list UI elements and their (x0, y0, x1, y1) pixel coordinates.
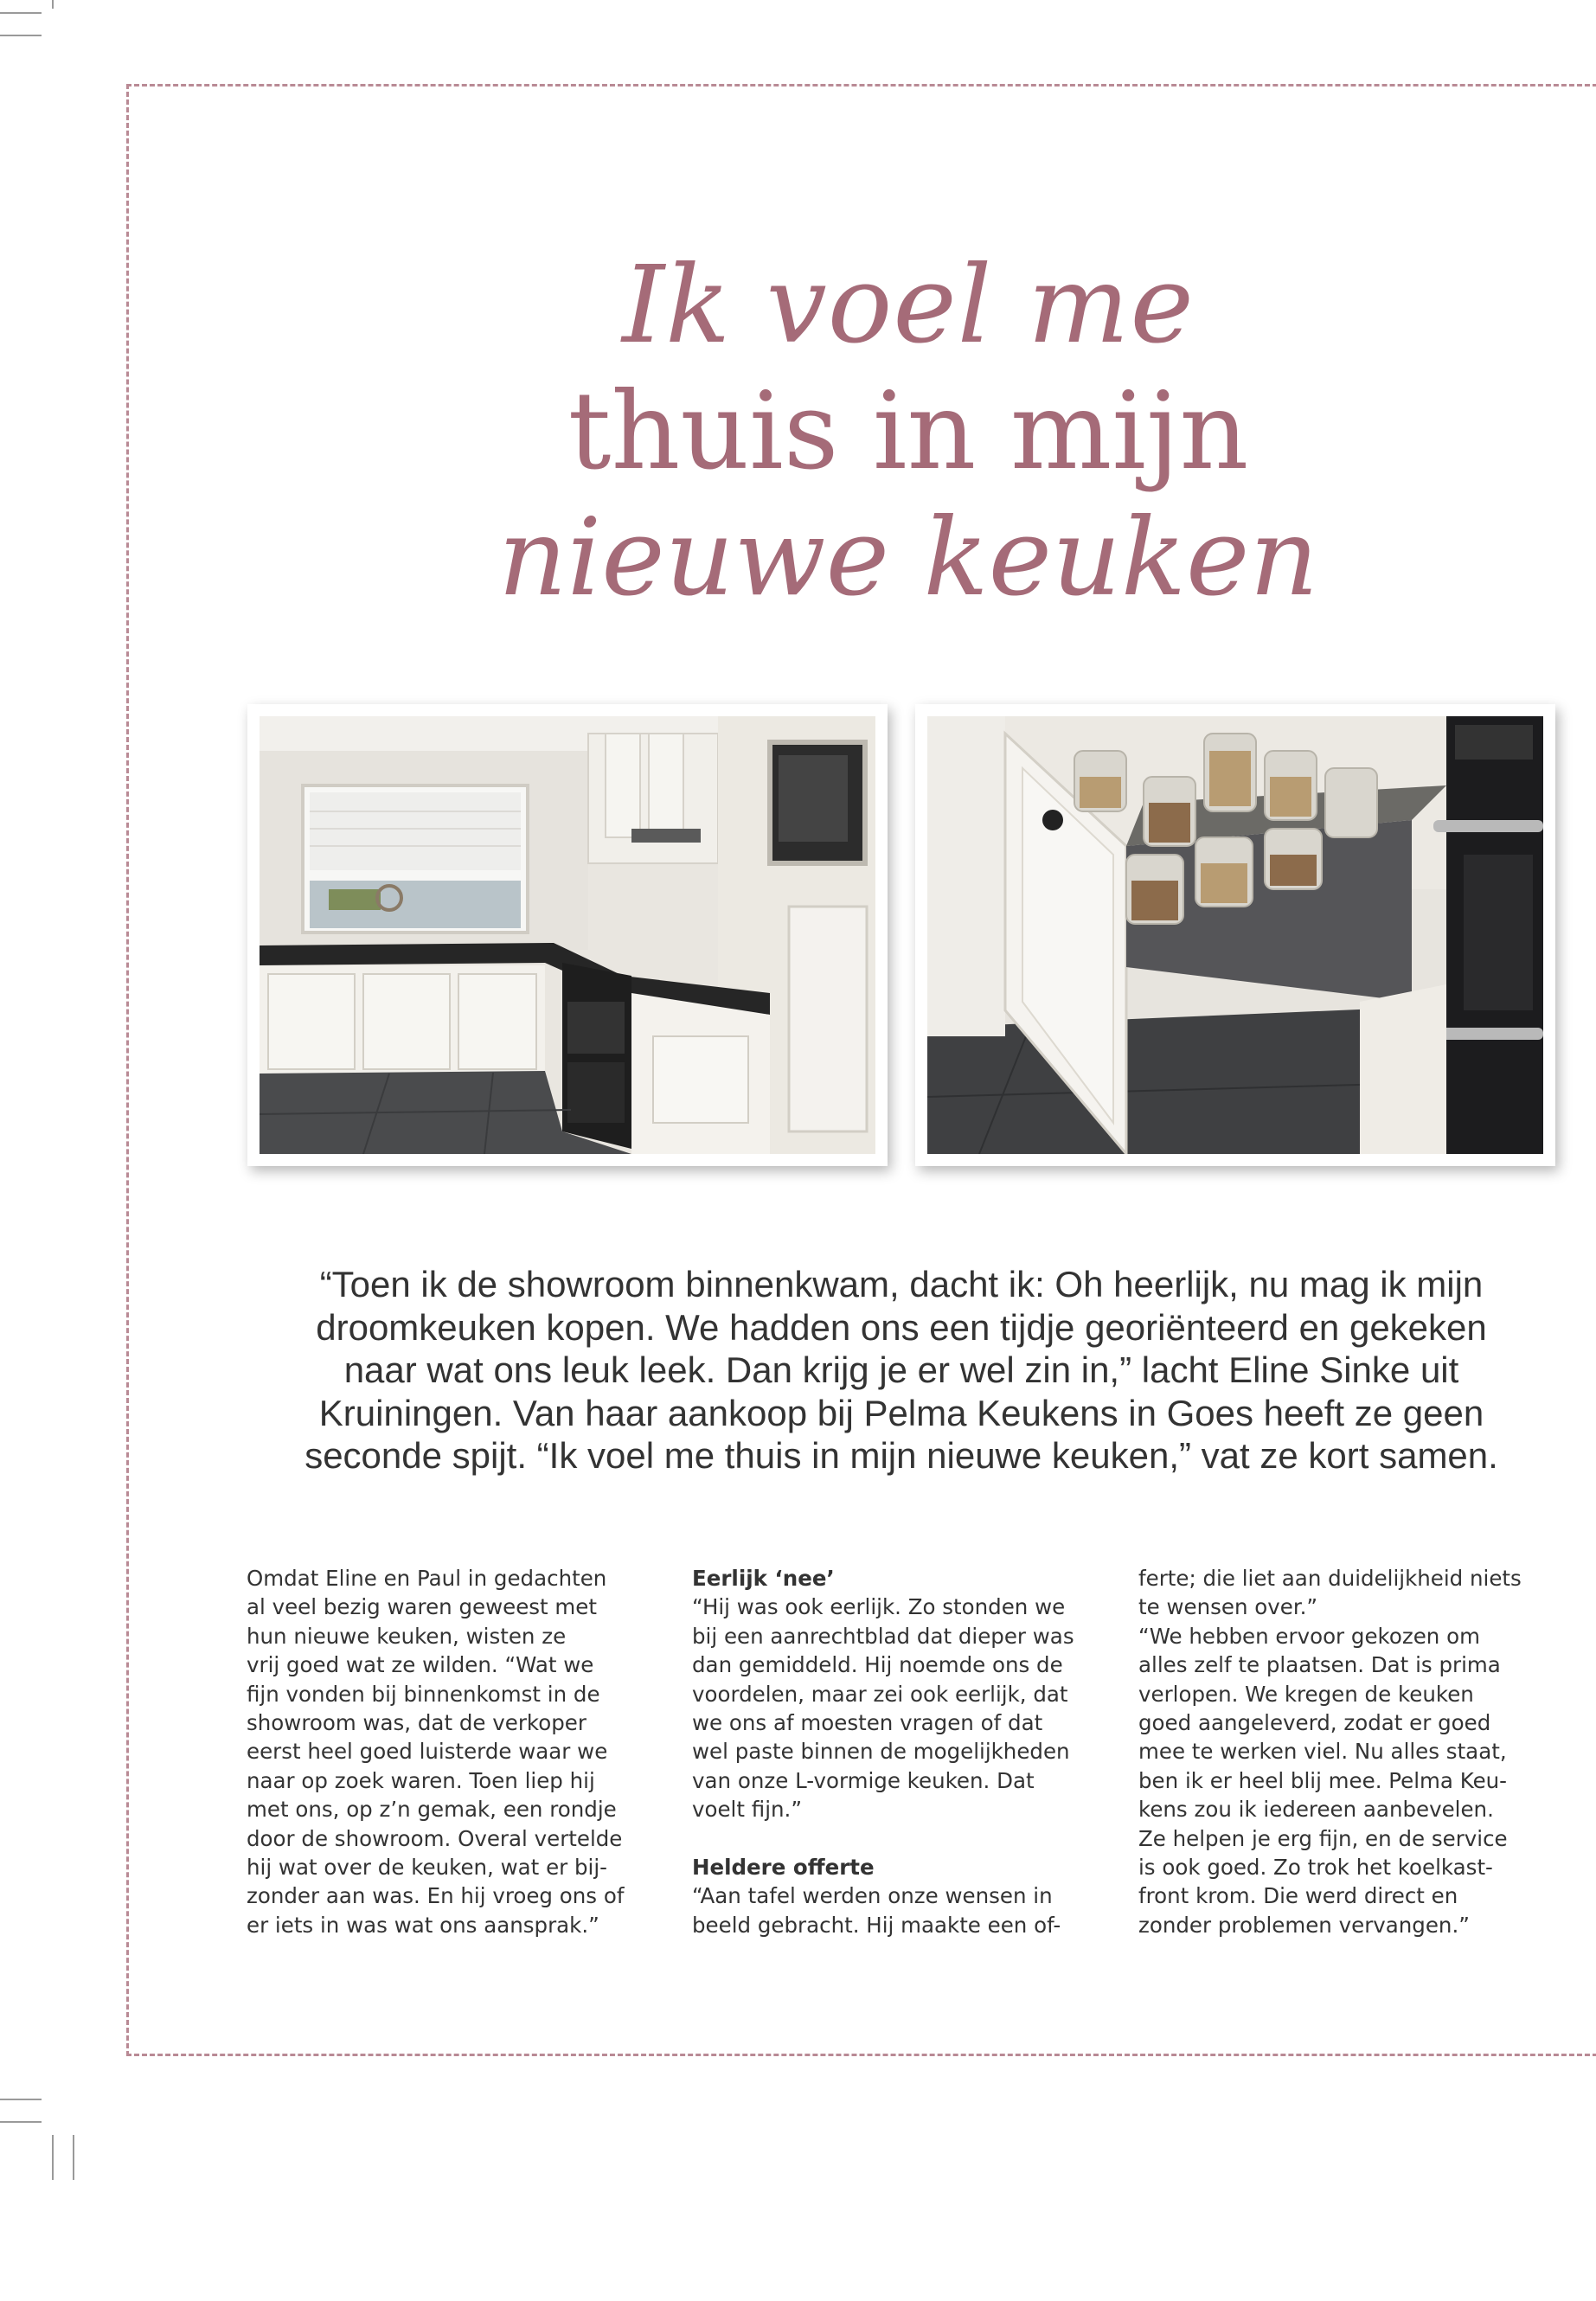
crop-mark (52, 2135, 54, 2180)
body-line: mee te werken viel. Nu alles staat, (1138, 1739, 1507, 1765)
body-line: is ook goed. Zo trok het koelkast- (1138, 1855, 1493, 1881)
body-line: ben ik er heel blij mee. Pelma Keu- (1138, 1767, 1508, 1793)
body-line: er iets in was wat ons aansprak.” (247, 1912, 599, 1938)
body-line: al veel bezig waren geweest met (247, 1594, 597, 1620)
body-line: hij wat over de keuken, wat er bij- (247, 1855, 608, 1881)
body-column-3 (1138, 1564, 1554, 1939)
paragraph-gap (692, 1824, 1107, 1853)
body-line: beeld gebracht. Hij maakte een of- (692, 1912, 1061, 1938)
body-line: hun nieuwe keuken, wisten ze (247, 1623, 567, 1649)
lead-line: Kruiningen. Van haar aankoop bij Pelma Keukens in Goes heeft ze geen (318, 1392, 1484, 1433)
lead-line: “Toen ik de showroom binnenkwam, dacht ik: Oh heerlijk, nu mag ik mijn (319, 1264, 1484, 1304)
body-line: met ons, op z’n gemak, een rondje (247, 1797, 617, 1823)
crop-mark (0, 2099, 42, 2100)
body-line: dan gemiddeld. Hij noemde ons de (692, 1652, 1063, 1678)
body-line: front krom. Die werd direct en (1138, 1883, 1458, 1909)
body-line: “Hij was ook eerlijk. Zo stonden we (692, 1594, 1066, 1620)
body-column-2 (692, 1564, 1107, 1939)
body-line: kens zou ik iedereen aanbevelen. (1138, 1797, 1494, 1823)
body-line: ferte; die liet aan duidelijkheid niets (1138, 1566, 1522, 1591)
body-line: bij een aanrechtblad dat dieper was (692, 1623, 1074, 1649)
crop-mark (0, 12, 42, 14)
crop-mark (0, 2121, 42, 2123)
lead-line: droomkeuken kopen. We hadden ons een tijdje georiënteerd en gekeken (316, 1306, 1487, 1348)
body-line: “Aan tafel werden onze wensen in (692, 1883, 1053, 1909)
kitchen-overview-photo (247, 704, 888, 1166)
body-line: zonder aan was. En hij vroeg ons of (247, 1883, 625, 1909)
body-line: “We hebben ervoor gekozen om (1138, 1623, 1480, 1649)
lead-line: naar wat ons leuk leek. Dan krijg je er wel zin in,” lacht Eline Sinke uit (343, 1349, 1459, 1390)
body-line: zonder problemen vervangen.” (1138, 1912, 1470, 1938)
lead-line: seconde spijt. “Ik voel me thuis in mijn nieuwe keuken,” vat ze kort samen. (304, 1435, 1498, 1476)
body-line: alles zelf te plaatsen. Dat is prima (1138, 1652, 1501, 1678)
headline-line-2: thuis in mijn (567, 369, 1249, 494)
body-line: wel paste binnen de mogelijkheden (692, 1739, 1070, 1765)
body-line: Omdat Eline en Paul in gedachten (247, 1566, 607, 1591)
crop-mark (73, 2135, 74, 2180)
body-line: showroom was, dat de verkoper (247, 1710, 586, 1736)
body-line: we ons af moesten vragen of dat (692, 1710, 1043, 1736)
body-line: te wensen over.” (1138, 1594, 1318, 1620)
body-line: door de showroom. Overal vertelde (247, 1825, 623, 1851)
body-line: Ze helpen je erg fijn, en de service (1138, 1825, 1508, 1851)
drawer-with-jars-photo (915, 704, 1555, 1166)
body-line: eerst heel goed luisterde waar we (247, 1739, 608, 1765)
lead-paragraph (253, 1263, 1550, 1477)
headline-line-3: nieuwe keuken (497, 496, 1319, 620)
crop-mark (0, 35, 42, 36)
body-line: van onze L-vormige keuken. Dat (692, 1767, 1035, 1793)
subheading-heldere-offerte: Heldere offerte (692, 1855, 875, 1881)
body-line: voordelen, maar zei ook eerlijk, dat (692, 1681, 1068, 1707)
crop-mark (52, 0, 54, 9)
body-line: voelt fijn.” (692, 1797, 803, 1823)
headline-line-1: Ik voel me (622, 243, 1195, 368)
body-line: vrij goed wat ze wilden. “Wat we (247, 1652, 594, 1678)
body-column-1 (247, 1564, 662, 1939)
subheading-eerlijk: Eerlijk ‘nee’ (692, 1566, 835, 1591)
body-line: verlopen. We kregen de keuken (1138, 1681, 1474, 1707)
article-headline (467, 242, 1349, 621)
body-line: naar op zoek waren. Toen liep hij (247, 1767, 595, 1793)
body-line: fijn vonden bij binnenkomst in de (247, 1681, 600, 1707)
body-line: goed aangeleverd, zodat er goed (1138, 1710, 1491, 1736)
